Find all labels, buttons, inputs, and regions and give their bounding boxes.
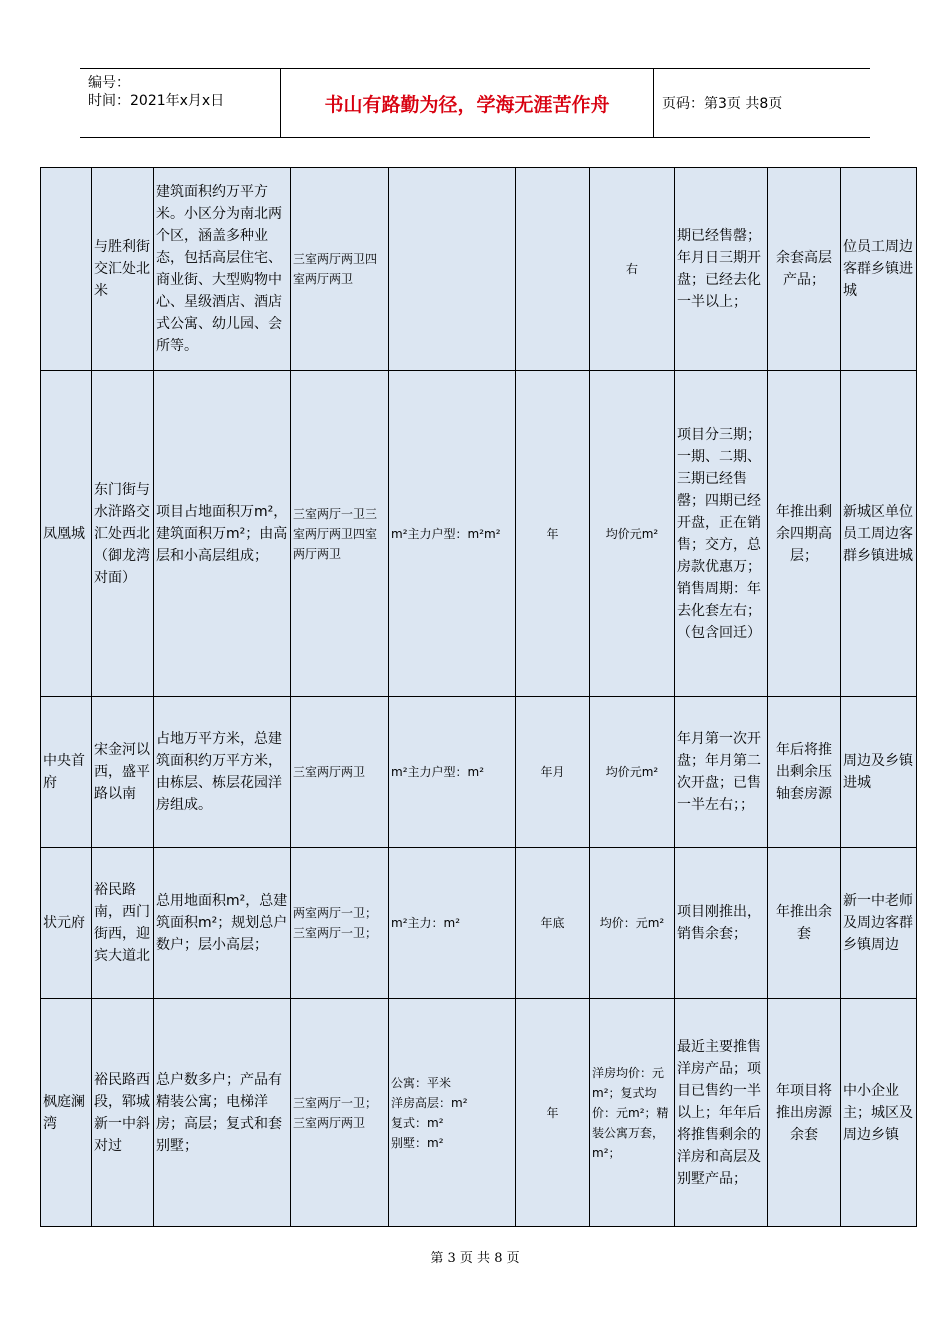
project-layout: 三室两厅一卫；三室两厅两卫 — [291, 999, 389, 1227]
project-sales: 年月第一次开盘；年月第二次开盘；已售一半左右；； — [675, 697, 768, 848]
project-customer: 位员工周边客群乡镇进城 — [841, 168, 917, 371]
project-price: 右 — [590, 168, 675, 371]
project-layout: 三室两厅两卫四室两厅两卫 — [291, 168, 389, 371]
project-area: 公寓：平米 洋房高层：m² 复式：m² 别墅：m² — [389, 999, 516, 1227]
project-customer: 周边及乡镇进城 — [841, 697, 917, 848]
project-name: 状元府 — [41, 848, 92, 999]
project-sales: 项目分三期；一期、二期、三期已经售罄；四期已经开盘，正在销售；交方，总房款优惠万；销售周期：年去化套左右；（包含回迁） — [675, 371, 768, 697]
project-layout: 三室两厅一卫三室两厅两卫四室两厅两卫 — [291, 371, 389, 697]
project-name: 枫庭澜湾 — [41, 999, 92, 1227]
project-overview: 总用地面积m²，总建筑面积m²；规划总户数户；层小高层； — [154, 848, 291, 999]
project-sales: 项目刚推出，销售余套； — [675, 848, 768, 999]
project-customer: 新城区单位员工周边客群乡镇进城 — [841, 371, 917, 697]
table-row — [41, 999, 917, 1227]
table-row — [41, 848, 917, 999]
table-row — [41, 371, 917, 697]
project-time: 年底 — [516, 848, 590, 999]
project-area — [389, 168, 516, 371]
project-supply: 年推出余套 — [768, 848, 841, 999]
project-area: m²主力户型：m²m² — [389, 371, 516, 697]
project-supply: 年推出剩余四期高层； — [768, 371, 841, 697]
project-time — [516, 168, 590, 371]
project-time: 年月 — [516, 697, 590, 848]
project-price: 洋房均价：元m²；复式均价：元m²；精装公寓万套，m²； — [590, 999, 675, 1227]
project-name: 中央首府 — [41, 697, 92, 848]
project-time: 年 — [516, 999, 590, 1227]
project-sales: 最近主要推售洋房产品；项目已售约一半以上；年年后将推售剩余的洋房和高层及别墅产品； — [675, 999, 768, 1227]
project-layout: 三室两厅两卫 — [291, 697, 389, 848]
project-layout: 两室两厅一卫；三室两厅一卫； — [291, 848, 389, 999]
header-slogan: 书山有路勤为径，学海无涯苦作舟 — [324, 93, 610, 116]
page-header — [80, 68, 870, 138]
project-supply: 年后将推出剩余压轴套房源 — [768, 697, 841, 848]
project-customer: 新一中老师及周边客群乡镇周边 — [841, 848, 917, 999]
table-row — [41, 168, 917, 371]
project-location: 裕民路西段，郓城新一中斜对过 — [92, 999, 154, 1227]
project-location: 裕民路南，西门街西，迎宾大道北 — [92, 848, 154, 999]
header-divider — [653, 69, 654, 137]
project-overview: 建筑面积约万平方米。小区分为南北两个区，涵盖多种业态，包括高层住宅、商业街、大型购物中心、星级酒店、酒店式公寓、幼儿园、会所等。 — [154, 168, 291, 371]
project-location: 宋金河以西，盛平路以南 — [92, 697, 154, 848]
project-table — [40, 167, 917, 1227]
project-price: 均价元m² — [590, 697, 675, 848]
project-overview: 占地万平方米，总建筑面积约万平方米，由栋层、栋层花园洋房组成。 — [154, 697, 291, 848]
project-location: 东门街与水浒路交汇处西北（御龙湾对面） — [92, 371, 154, 697]
project-overview: 总户数多户；产品有精装公寓；电梯洋房；高层；复式和套别墅； — [154, 999, 291, 1227]
document-date: 时间：2021年x月x日 — [88, 93, 225, 109]
project-supply: 余套高层产品； — [768, 168, 841, 371]
project-price: 均价：元m² — [590, 848, 675, 999]
project-name — [41, 168, 92, 371]
document-number: 编号： — [88, 75, 130, 91]
page-number: 页码：第3页 共8页 — [662, 96, 783, 112]
project-supply: 年项目将推出房源余套 — [768, 999, 841, 1227]
project-area: m²主力户型：m² — [389, 697, 516, 848]
project-price: 均价元m² — [590, 371, 675, 697]
page-footer: 第 3 页 共 8 页 — [430, 1251, 520, 1266]
project-time: 年 — [516, 371, 590, 697]
project-customer: 中小企业主；城区及周边乡镇 — [841, 999, 917, 1227]
project-area: m²主力：m² — [389, 848, 516, 999]
project-name: 凤凰城 — [41, 371, 92, 697]
project-sales: 期已经售罄；年月日三期开盘；已经去化一半以上； — [675, 168, 768, 371]
project-overview: 项目占地面积万m²，建筑面积万m²；由高层和小高层组成； — [154, 371, 291, 697]
table-row — [41, 697, 917, 848]
header-meta — [80, 69, 280, 137]
project-location: 与胜利街交汇处北米 — [92, 168, 154, 371]
